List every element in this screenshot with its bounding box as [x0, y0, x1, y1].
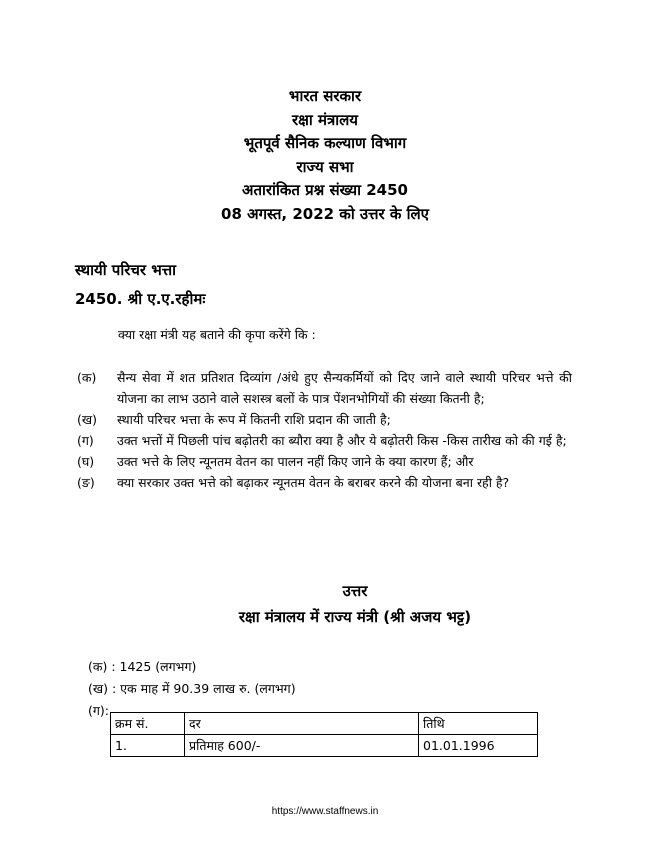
- question-text: क्या सरकार उक्त भत्ते को बढ़ाकर न्यूनतम वेतन के बराबर करने की योजना बना रही है?: [117, 475, 510, 490]
- question-intro: क्या रक्षा मंत्री यह बताने की कृपा करेंगे कि :: [118, 327, 316, 342]
- answer-item: (ख) : एक माह में 90.39 लाख रु. (लगभग): [88, 681, 296, 696]
- question-item: [77, 472, 572, 493]
- question-item: [77, 367, 572, 409]
- question-label: (ग): [77, 433, 94, 448]
- table-cell: 01.01.1996: [419, 735, 538, 757]
- answer-item: (क) : 1425 (लगभग): [88, 659, 197, 674]
- question-list: [77, 367, 572, 493]
- rate-table: [110, 712, 538, 757]
- subject-title: स्थायी परिचर भत्ता: [75, 261, 177, 279]
- question-text: सैन्य सेवा में शत प्रतिशत दिव्यांग /अंधे हुए सैन्यकर्मियों को दिए जाने वाले स्थायी परिचर भत्ते की योजना का लाभ उठाने वाले सशस्त्र बलों के पात्र पेंशनभोगियों की संख्या कितनी है;: [117, 370, 572, 406]
- question-item: [77, 430, 572, 451]
- question-label: (ङ): [77, 475, 95, 490]
- answering-minister: रक्षा मंत्रालय में राज्य मंत्री (श्री अजय भट्ट): [238, 608, 472, 626]
- question-item: [77, 409, 572, 430]
- table-header-cell: तिथि: [419, 713, 538, 735]
- header-line-answer-date: 08 अगस्त, 2022 को उत्तर के लिए: [221, 204, 429, 223]
- question-text: उक्त भत्ते के लिए न्यूनतम वेतन का पालन नहीं किए जाने के क्या कारण हैं; और: [117, 454, 474, 469]
- question-label: (ख): [77, 412, 97, 427]
- footer-url: https://www.staffnews.in: [271, 806, 379, 817]
- table-header-cell: क्रम सं.: [111, 713, 185, 735]
- header-line-ministry: रक्षा मंत्रालय: [291, 110, 358, 129]
- question-item: [77, 451, 572, 472]
- header-line-department: भूतपूर्व सैनिक कल्याण विभाग: [243, 134, 407, 152]
- subject-block: [75, 256, 205, 314]
- question-label: (क): [77, 370, 97, 385]
- table-header-cell: दर: [185, 713, 419, 735]
- table-header-row: [111, 713, 538, 735]
- answer-item: (ग):: [88, 703, 110, 718]
- header-line-government: भारत सरकार: [288, 87, 362, 105]
- header-line-house: राज्य सभा: [296, 157, 354, 176]
- question-text: स्थायी परिचर भत्ता के रूप में कितनी राशि प्रदान की जाती है;: [117, 412, 391, 427]
- document-header: [0, 85, 650, 226]
- question-label: (घ): [77, 454, 95, 469]
- table-row: [111, 735, 538, 757]
- table-cell: प्रतिमाह 600/-: [185, 735, 419, 757]
- answer-heading: [0, 578, 650, 630]
- answer-title: उत्तर: [342, 582, 368, 600]
- table-cell: 1.: [111, 735, 185, 757]
- question-by: 2450. श्री ए.ए.रहीमः: [75, 290, 206, 308]
- header-line-question-number: अतारांकित प्रश्न संख्या 2450: [242, 181, 408, 199]
- question-text: उक्त भत्तों में पिछली पांच बढ़ोतरी का ब्यौरा क्या है और ये बढ़ोतरी किस -किस तारीख को की गई है;: [117, 433, 567, 448]
